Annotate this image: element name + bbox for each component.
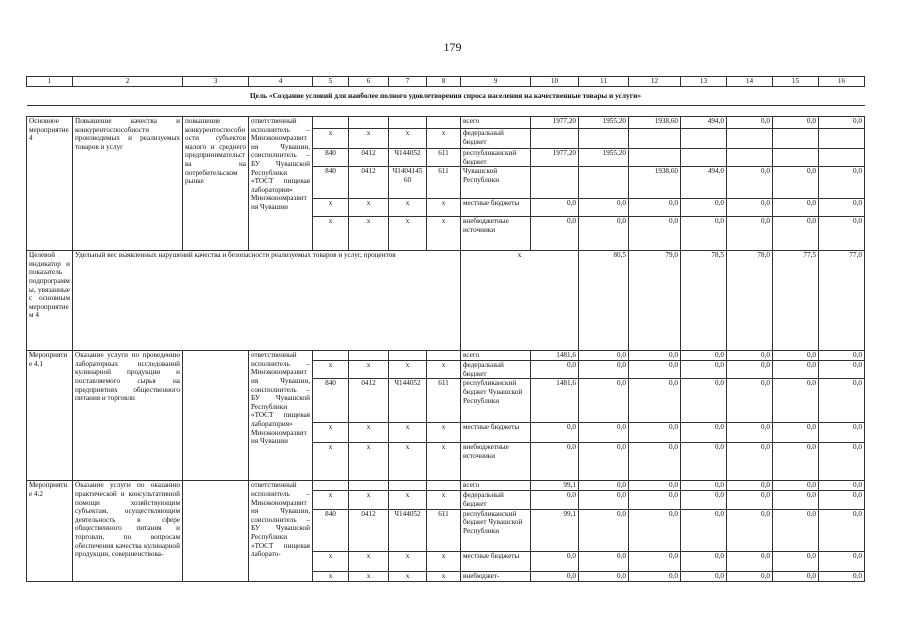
code-grbs: 840 [313, 509, 349, 551]
amount-cell: 0,0 [727, 491, 773, 509]
column-number: 13 [681, 77, 727, 87]
amount-cell: 0,0 [579, 509, 629, 551]
funding-source: республиканский бюджет Чувашской Республики [461, 379, 531, 423]
code-expense-type: x [427, 443, 461, 481]
column-numbers-row [27, 77, 865, 87]
amount-cell: 0,0 [819, 551, 865, 571]
funding-source: всего [461, 351, 531, 361]
code-expense-type: 611 [427, 149, 461, 167]
amount-cell: 1955,20 [579, 117, 629, 129]
code-target: Ч144052 [389, 379, 427, 423]
code-section [349, 481, 389, 491]
amount-cell: 0,0 [727, 423, 773, 443]
amount-cell: 0,0 [819, 167, 865, 199]
amount-cell: 0,0 [681, 199, 727, 217]
amount-cell: 0,0 [629, 199, 681, 217]
amount-cell: 0,0 [773, 199, 819, 217]
amount-cell: 0,0 [819, 351, 865, 361]
amount-cell: 0,0 [629, 351, 681, 361]
amount-cell: 99,1 [531, 509, 579, 551]
funding-source: внебюджетные источники [461, 443, 531, 481]
amount-cell: 0,0 [629, 423, 681, 443]
amount-cell: 0,0 [579, 351, 629, 361]
code-expense-type: x [427, 199, 461, 217]
code-target: x [389, 571, 427, 581]
amount-cell: 0,0 [819, 491, 865, 509]
amount-cell: 0,0 [819, 361, 865, 379]
amount-cell: 0,0 [773, 217, 819, 251]
responsible-executor: ответственный исполнитель – Минэкономразвития Чувашии, соисполнитель – БУ Чувашской Республики «ТОСТ пищевая лаборатория» Минэкономразвития Чувашии [249, 351, 313, 481]
code-target: x [389, 199, 427, 217]
code-target [389, 481, 427, 491]
amount-cell: 0,0 [773, 379, 819, 423]
amount-cell: 0,0 [629, 379, 681, 423]
funding-source: Чувашской Республики [461, 167, 531, 199]
funding-source: внебюджет- [461, 571, 531, 581]
amount-cell: 0,0 [681, 351, 727, 361]
amount-cell [579, 129, 629, 149]
amount-cell: 494,0 [681, 117, 727, 129]
amount-cell: 1977,20 [531, 149, 579, 167]
code-target: Ч144052 [389, 509, 427, 551]
code-expense-type: x [427, 571, 461, 581]
amount-cell: 0,0 [681, 481, 727, 491]
event-goal: повышение конкурентоспособности субъектов малого и среднего предпринимательства на потребительском рынке [183, 117, 249, 251]
amount-cell [819, 129, 865, 149]
code-section: x [349, 423, 389, 443]
code-grbs: x [313, 571, 349, 581]
code-grbs: x [313, 361, 349, 379]
code-expense-type [427, 481, 461, 491]
table-row [27, 481, 865, 491]
amount-cell: 0,0 [579, 443, 629, 481]
amount-cell: 0,0 [531, 571, 579, 581]
amount-cell [629, 149, 681, 167]
event-name: Основное мероприятие 4 [27, 117, 73, 251]
code-target: x [389, 361, 427, 379]
code-section: 0412 [349, 509, 389, 551]
code-grbs [313, 481, 349, 491]
amount-cell: 0,0 [773, 509, 819, 551]
amount-cell: 0,0 [727, 443, 773, 481]
amount-cell: 1938,60 [629, 167, 681, 199]
code-grbs: x [313, 199, 349, 217]
event-name: Мероприятие 4.1 [27, 351, 73, 481]
event-goal [183, 481, 249, 581]
amount-cell: 0,0 [629, 551, 681, 571]
amount-cell [681, 129, 727, 149]
indicator-value: 80,5 [579, 251, 629, 351]
code-expense-type: x [427, 129, 461, 149]
amount-cell: 0,0 [727, 361, 773, 379]
code-expense-type: 611 [427, 379, 461, 423]
goal-row [27, 87, 865, 106]
amount-cell [773, 129, 819, 149]
code-target: x [389, 551, 427, 571]
code-expense-type: x [427, 491, 461, 509]
code-target: x [389, 129, 427, 149]
amount-cell: 0,0 [629, 571, 681, 581]
column-number: 3 [183, 77, 249, 87]
amount-cell: 0,0 [819, 481, 865, 491]
spacer-row [27, 106, 865, 117]
event-name: Мероприятие 4.2 [27, 481, 73, 581]
amount-cell: 0,0 [579, 551, 629, 571]
column-number: 9 [461, 77, 531, 87]
column-number: 8 [427, 77, 461, 87]
funding-source: республиканский бюджет [461, 149, 531, 167]
code-grbs: x [313, 491, 349, 509]
amount-cell: 0,0 [773, 423, 819, 443]
code-section: x [349, 217, 389, 251]
amount-cell: 0,0 [773, 443, 819, 481]
amount-cell [629, 129, 681, 149]
code-target: Ч144052 [389, 149, 427, 167]
funding-source: местные бюджеты [461, 423, 531, 443]
column-number: 16 [819, 77, 865, 87]
code-section: x [349, 551, 389, 571]
code-expense-type: x [427, 217, 461, 251]
page-number: 179 [443, 40, 462, 54]
code-section: x [349, 571, 389, 581]
amount-cell: 0,0 [629, 443, 681, 481]
amount-cell: 0,0 [727, 379, 773, 423]
funding-source: федеральный бюджет [461, 491, 531, 509]
amount-cell: 0,0 [681, 571, 727, 581]
amount-cell: 0,0 [681, 551, 727, 571]
amount-cell: 0,0 [819, 379, 865, 423]
code-section: x [349, 129, 389, 149]
amount-cell: 0,0 [727, 481, 773, 491]
amount-cell: 0,0 [819, 117, 865, 129]
code-grbs [313, 117, 349, 129]
table-row [27, 351, 865, 361]
amount-cell: 1977,20 [531, 117, 579, 129]
column-number: 6 [349, 77, 389, 87]
amount-cell: 0,0 [531, 423, 579, 443]
amount-cell: 0,0 [579, 481, 629, 491]
indicator-value: 78,5 [681, 251, 727, 351]
code-section: x [349, 361, 389, 379]
column-number: 5 [313, 77, 349, 87]
code-grbs: 840 [313, 379, 349, 423]
column-number: 2 [73, 77, 183, 87]
event-description: Оказание услуги по проведению лабораторных исследований кулинарной продукции и поставляемого сырья на предприятиях общественного питания и торговли [73, 351, 183, 481]
amount-cell: 0,0 [727, 199, 773, 217]
table-body [27, 77, 865, 582]
code-target: x [389, 443, 427, 481]
column-number: 1 [27, 77, 73, 87]
amount-cell: 0,0 [629, 509, 681, 551]
indicator-text: Удельный вес выявленных нарушений качества и безопасности реализуемых товаров и услуг, процентов [73, 251, 461, 351]
code-expense-type [427, 117, 461, 129]
funding-source: внебюджетные источники [461, 217, 531, 251]
code-target: Ч140414560 [389, 167, 427, 199]
funding-source: всего [461, 117, 531, 129]
column-number: 10 [531, 77, 579, 87]
indicator-name: Целевой индикатор и показатель подпрограммы, увязанные с основным мероприятием 4 [27, 251, 73, 351]
amount-cell: 0,0 [819, 217, 865, 251]
amount-cell: 0,0 [629, 491, 681, 509]
amount-cell: 0,0 [727, 571, 773, 581]
amount-cell: 0,0 [681, 379, 727, 423]
amount-cell: 0,0 [773, 481, 819, 491]
code-expense-type: x [427, 551, 461, 571]
amount-cell: 0,0 [819, 443, 865, 481]
event-goal [183, 351, 249, 481]
code-section [349, 117, 389, 129]
amount-cell: 0,0 [531, 551, 579, 571]
amount-cell: 494,0 [681, 167, 727, 199]
code-target: x [389, 423, 427, 443]
amount-cell: 0,0 [773, 351, 819, 361]
amount-cell: 0,0 [819, 571, 865, 581]
code-grbs: x [313, 217, 349, 251]
amount-cell: 0,0 [773, 491, 819, 509]
code-section: 0412 [349, 149, 389, 167]
column-number: 14 [727, 77, 773, 87]
goal-title: Цель «Создание условий для наиболее полного удовлетворения спроса населения на качественные товары и услуги» [27, 87, 865, 106]
amount-cell: 0,0 [629, 217, 681, 251]
funding-source: всего [461, 481, 531, 491]
indicator-x: x [461, 251, 579, 351]
event-description: Повышение качества и конкурентоспособности производимых и реализуемых товаров и услуг [73, 117, 183, 251]
amount-cell: 0,0 [531, 217, 579, 251]
amount-cell: 99,1 [531, 481, 579, 491]
code-section [349, 351, 389, 361]
amount-cell: 1481,6 [531, 379, 579, 423]
amount-cell [727, 129, 773, 149]
amount-cell: 0,0 [819, 509, 865, 551]
amount-cell: 0,0 [727, 509, 773, 551]
amount-cell: 1955,20 [579, 149, 629, 167]
event-description: Оказание услуги по оказанию практической и консультативной помощи хозяйствующим субъектам, осуществляющим деятельность в сфере общественного питания и торговли, по вопросам обеспечения качества кулинарной продукции, совершенствова- [73, 481, 183, 581]
column-number: 11 [579, 77, 629, 87]
code-grbs: x [313, 423, 349, 443]
code-section: x [349, 199, 389, 217]
amount-cell: 0,0 [629, 481, 681, 491]
amount-cell: 0,0 [681, 509, 727, 551]
code-grbs [313, 351, 349, 361]
amount-cell: 0,0 [579, 361, 629, 379]
amount-cell: 0,0 [727, 167, 773, 199]
amount-cell: 0,0 [727, 217, 773, 251]
amount-cell: 0,0 [681, 217, 727, 251]
code-target: x [389, 491, 427, 509]
budget-table [26, 76, 865, 582]
code-expense-type: 611 [427, 167, 461, 199]
amount-cell: 0,0 [681, 361, 727, 379]
amount-cell: 0,0 [819, 199, 865, 217]
code-expense-type: x [427, 423, 461, 443]
amount-cell: 0,0 [531, 443, 579, 481]
funding-source: федеральный бюджет [461, 361, 531, 379]
responsible-executor: ответственный исполнитель – Минэкономразвития Чувашии, соисполнитель – БУ Чувашской Республики «ТОСТ пищевая лаборато- [249, 481, 313, 581]
amount-cell: 0,0 [727, 117, 773, 129]
amount-cell: 0,0 [579, 491, 629, 509]
amount-cell [819, 149, 865, 167]
table-row [27, 117, 865, 129]
code-grbs: 840 [313, 167, 349, 199]
amount-cell: 0,0 [531, 199, 579, 217]
code-expense-type: 611 [427, 509, 461, 551]
indicator-value: 77,5 [773, 251, 819, 351]
code-section: 0412 [349, 379, 389, 423]
code-grbs: x [313, 129, 349, 149]
code-grbs: x [313, 551, 349, 571]
responsible-executor: ответственный исполнитель – Минэкономразвития Чувашии, соисполнитель – БУ Чувашской Республики «ТОСТ пищевая лаборатория» Минэкономразвития Чувашии [249, 117, 313, 251]
amount-cell: 0,0 [531, 491, 579, 509]
amount-cell: 0,0 [727, 551, 773, 571]
indicator-value: 79,0 [629, 251, 681, 351]
amount-cell: 0,0 [579, 217, 629, 251]
amount-cell: 0,0 [579, 379, 629, 423]
code-section: 0412 [349, 167, 389, 199]
amount-cell: 0,0 [579, 571, 629, 581]
code-expense-type [427, 351, 461, 361]
amount-cell: 0,0 [579, 199, 629, 217]
funding-source: местные бюджеты [461, 551, 531, 571]
amount-cell: 0,0 [531, 361, 579, 379]
funding-source: федеральный бюджет [461, 129, 531, 149]
indicator-value: 78,0 [727, 251, 773, 351]
amount-cell: 0,0 [773, 167, 819, 199]
amount-cell: 0,0 [773, 117, 819, 129]
amount-cell: 0,0 [681, 423, 727, 443]
funding-source: республиканский бюджет Чувашской Республики [461, 509, 531, 551]
amount-cell [727, 149, 773, 167]
column-number: 4 [249, 77, 313, 87]
amount-cell [681, 149, 727, 167]
code-target: x [389, 217, 427, 251]
amount-cell: 0,0 [773, 571, 819, 581]
amount-cell [579, 167, 629, 199]
amount-cell: 0,0 [773, 551, 819, 571]
amount-cell [531, 129, 579, 149]
code-target [389, 351, 427, 361]
amount-cell: 1481,6 [531, 351, 579, 361]
amount-cell: 0,0 [819, 423, 865, 443]
amount-cell: 1938,60 [629, 117, 681, 129]
code-section: x [349, 491, 389, 509]
amount-cell [531, 167, 579, 199]
amount-cell: 0,0 [773, 361, 819, 379]
code-target [389, 117, 427, 129]
amount-cell: 0,0 [629, 361, 681, 379]
code-expense-type: x [427, 361, 461, 379]
code-section: x [349, 443, 389, 481]
indicator-value: 77,0 [819, 251, 865, 351]
indicator-row [27, 251, 865, 351]
column-number: 12 [629, 77, 681, 87]
code-grbs: x [313, 443, 349, 481]
amount-cell [773, 149, 819, 167]
amount-cell: 0,0 [579, 423, 629, 443]
code-grbs: 840 [313, 149, 349, 167]
amount-cell: 0,0 [727, 351, 773, 361]
column-number: 15 [773, 77, 819, 87]
amount-cell: 0,0 [681, 491, 727, 509]
column-number: 7 [389, 77, 427, 87]
amount-cell: 0,0 [681, 443, 727, 481]
funding-source: местные бюджеты [461, 199, 531, 217]
